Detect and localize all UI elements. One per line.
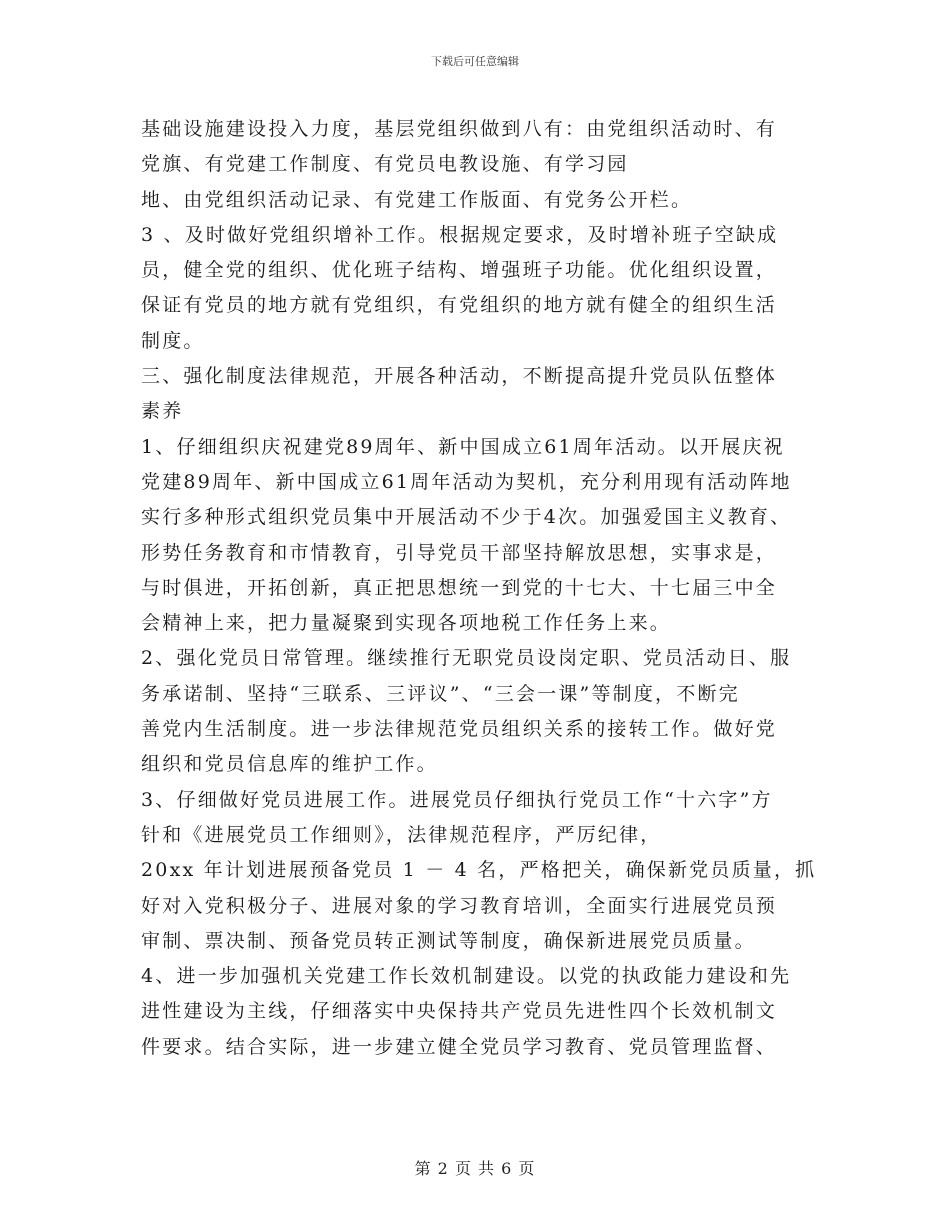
page-number: 第 2 页 共 6 页	[414, 1159, 536, 1178]
text-line: 务承诺制、坚持“三联系、三评议”、“三会一课”等制度，不断完	[141, 682, 740, 705]
text-line: 审制、票决制、预备党员转正测试等制度，确保新进展党员质量。	[141, 929, 756, 952]
document-body	[141, 112, 821, 1065]
text-line: 20xx 年计划进展预备党员 1 － 4 名，严格把关，确保新党员质量，抓	[141, 859, 817, 882]
text-line: 员，健全党的组织、优化班子结构、增强班子功能。优化组织设置，	[141, 259, 778, 282]
text-line: 4、进一步加强机关党建工作长效机制建设。以党的执政能力建设和先	[141, 965, 792, 988]
text-line: 制度。	[141, 329, 205, 352]
page-header: 下载后可任意编辑	[431, 55, 519, 68]
text-line: 进性建设为主线，仔细落实中央保持共产党员先进性四个长效机制文	[141, 1000, 778, 1023]
text-line: 保证有党员的地方就有党组织，有党组织的地方就有健全的组织生活	[141, 294, 778, 317]
text-line: 组织和党员信息库的维护工作。	[141, 753, 438, 776]
text-line: 基础设施建设投入力度，基层党组织做到八有：由党组织活动时、有	[141, 118, 778, 140]
section-heading: 素养	[141, 400, 184, 423]
text-line: 会精神上来，把力量凝聚到实现各项地税工作任务上来。	[141, 612, 672, 635]
text-line: 党旗、有党建工作制度、有党员电教设施、有学习园	[141, 153, 629, 176]
text-line: 与时俱进，开拓创新，真正把思想统一到党的十七大、十七届三中全	[141, 576, 778, 599]
text-line: 2、强化党员日常管理。继续推行无职党员设岗定职、党员活动日、服	[141, 647, 792, 670]
text-line: 善党内生活制度。进一步法律规范党员组织关系的接转工作。做好党	[141, 718, 778, 741]
text-line: 3 、及时做好党组织增补工作。根据规定要求，及时增补班子空缺成	[141, 223, 779, 246]
text-line: 3、仔细做好党员进展工作。进展党员仔细执行党员工作“十六字”方	[141, 788, 773, 811]
text-line: 好对入党积极分子、进展对象的学习教育培训，全面实行进展党员预	[141, 894, 778, 917]
text-line: 件要求。结合实际，进一步建立健全党员学习教育、党员管理监督、	[141, 1035, 778, 1058]
text-line: 地、由党组织活动记录、有党建工作版面、有党务公开栏。	[141, 188, 693, 211]
text-line: 针和《进展党员工作细则》，法律规范程序，严厉纪律，	[141, 823, 662, 846]
text-line: 党建89周年、新中国成立61周年活动为契机，充分利用现有活动阵地	[141, 470, 792, 493]
text-line: 1、仔细组织庆祝建党89周年、新中国成立61周年活动。以开展庆祝	[141, 435, 785, 458]
text-line: 形势任务教育和市情教育，引导党员干部坚持解放思想，实事求是，	[141, 541, 778, 564]
text-line: 实行多种形式组织党员集中开展活动不少于4次。加强爱国主义教育、	[141, 506, 792, 529]
section-heading: 三、强化制度法律规范，开展各种活动，不断提高提升党员队伍整体	[141, 365, 778, 388]
